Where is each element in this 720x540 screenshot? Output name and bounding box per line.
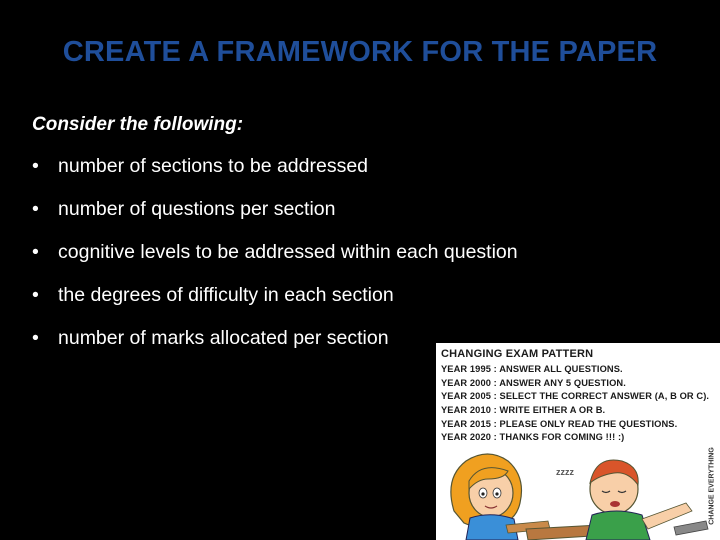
list-item: [32, 281, 518, 324]
side-caption: [705, 431, 719, 540]
intro-text: Consider the following:: [32, 114, 244, 135]
girl-figure: [451, 454, 550, 540]
bullet-icon: •: [32, 241, 39, 263]
cartoon-heading: CHANGING EXAM PATTERN: [441, 348, 594, 360]
bullet-text: number of marks allocated per section: [58, 327, 389, 349]
cartoon-line: YEAR 2005 : SELECT THE CORRECT ANSWER (A, B OR C).: [441, 391, 710, 402]
list-item: [32, 195, 518, 238]
slide-title: CREATE A FRAMEWORK FOR THE PAPER: [62, 36, 658, 68]
boy-figure: [586, 460, 708, 540]
cartoon-line: YEAR 2000 : ANSWER ANY 5 QUESTION.: [441, 377, 626, 388]
bullet-text: number of questions per section: [58, 198, 336, 220]
cartoon-line: YEAR 2015 : PLEASE ONLY READ THE QUESTIONS.: [441, 418, 678, 429]
side-caption-text: CHANGE EVERYTHING: [708, 447, 716, 525]
bullet-list: [32, 152, 518, 367]
list-item: [32, 238, 518, 281]
bullet-icon: •: [32, 327, 39, 349]
cartoon-line: YEAR 2010 : WRITE EITHER A OR B.: [441, 405, 606, 416]
cartoon-line: YEAR 2020 : THANKS FOR COMING !!! :): [441, 432, 625, 443]
cartoon-lines: [441, 363, 709, 445]
cartoon-line: YEAR 1995 : ANSWER ALL QUESTIONS.: [441, 364, 623, 374]
bullet-text: the degrees of difficulty in each section: [58, 284, 394, 306]
bullet-icon: •: [32, 284, 39, 306]
snore-text: zzzz: [556, 467, 574, 477]
exam-pattern-cartoon: [436, 343, 720, 540]
bullet-icon: •: [32, 198, 39, 220]
bullet-icon: •: [32, 155, 39, 177]
list-item: [32, 152, 518, 195]
bullet-text: number of sections to be addressed: [58, 155, 369, 177]
bullet-text: cognitive levels to be addressed within each question: [58, 241, 518, 263]
